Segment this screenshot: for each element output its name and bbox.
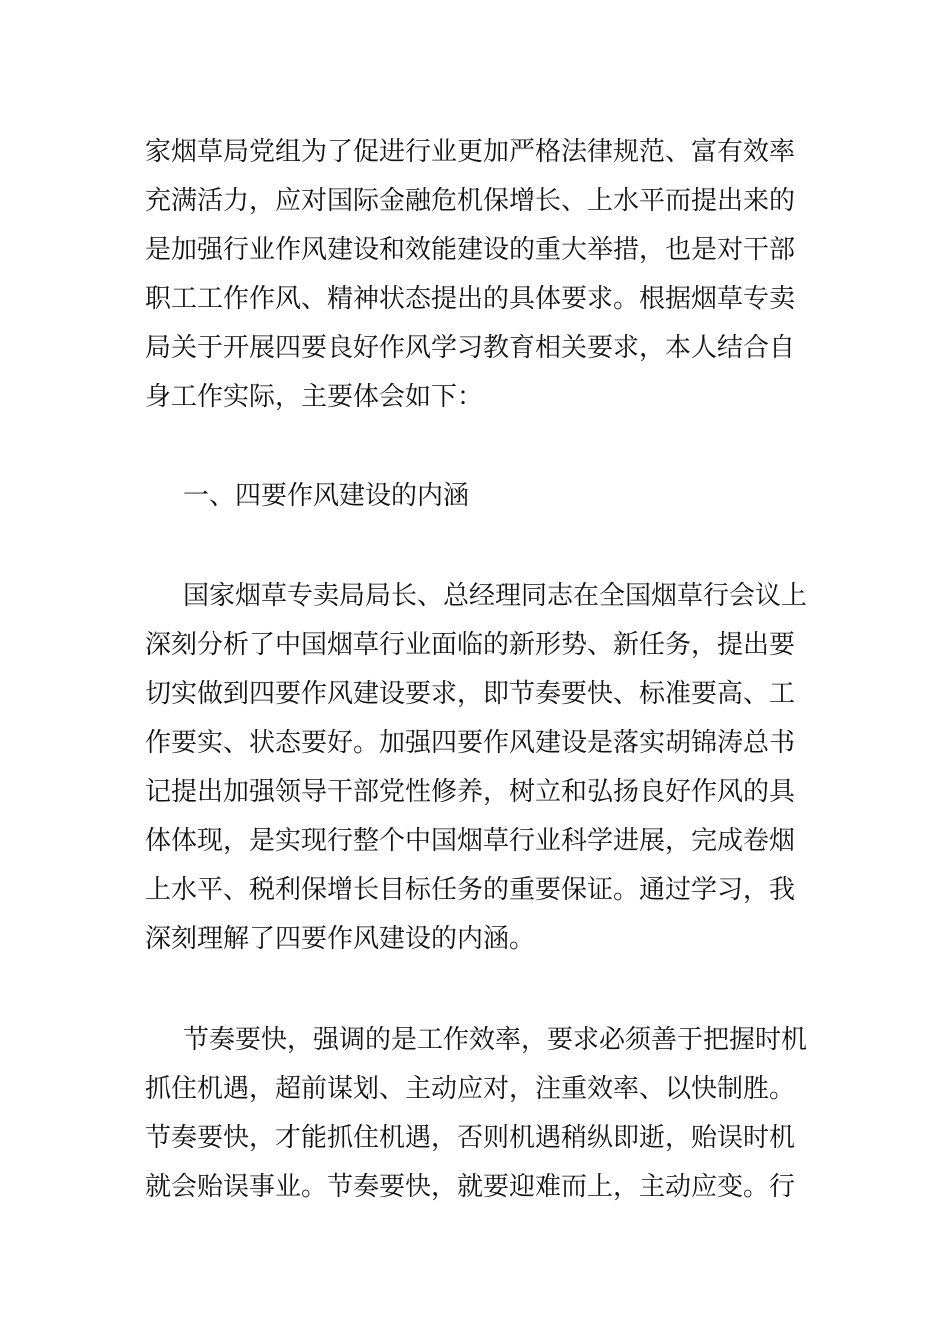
paragraph-line: 是加强行业作风建设和效能建设的重大举措，也是对干部	[145, 235, 796, 265]
paragraph-line: 切实做到四要作风建设要求，即节奏要快、标准要高、工	[145, 679, 796, 709]
paragraph-line: 职工工作作风、精神状态提出的具体要求。根据烟草专卖	[145, 284, 796, 314]
paragraph-line: 节奏要快，才能抓住机遇，否则机遇稍纵即逝，贻误时机	[145, 1123, 796, 1153]
paragraph-line: 抓住机遇，超前谋划、主动应对，注重效率、以快制胜。	[145, 1074, 796, 1104]
paragraph-line: 深刻理解了四要作风建设的内涵。	[145, 924, 536, 954]
paragraph-line: 上水平、税利保增长目标任务的重要保证。通过学习，我	[145, 875, 796, 905]
paragraph-line: 身工作实际，主要体会如下：	[145, 382, 484, 412]
paragraph-line: 作要实、状态要好。加强四要作风建设是落实胡锦涛总书	[145, 728, 796, 758]
paragraph-line: 充满活力，应对国际金融危机保增长、上水平而提出来的	[145, 186, 796, 216]
paragraph-line: 记提出加强领导干部党性修养，树立和弘扬良好作风的具	[145, 777, 796, 807]
paragraph-line: 节奏要快，强调的是工作效率，要求必须善于把握时机	[183, 1025, 808, 1055]
paragraph-line: 深刻分析了中国烟草行业面临的新形势、新任务，提出要	[145, 630, 796, 660]
paragraph-line: 家烟草局党组为了促进行业更加严格法律规范、富有效率	[145, 137, 796, 167]
paragraph-line: 国家烟草专卖局局长、总经理同志在全国烟草行会议上	[183, 581, 808, 611]
paragraph-line: 局关于开展四要良好作风学习教育相关要求，本人结合自	[145, 333, 796, 363]
section-heading: 一、四要作风建设的内涵	[183, 481, 470, 511]
paragraph-line: 就会贻误事业。节奏要快，就要迎难而上，主动应变。行	[145, 1172, 796, 1202]
paragraph-line: 体体现，是实现行整个中国烟草行业科学进展，完成卷烟	[145, 826, 796, 856]
